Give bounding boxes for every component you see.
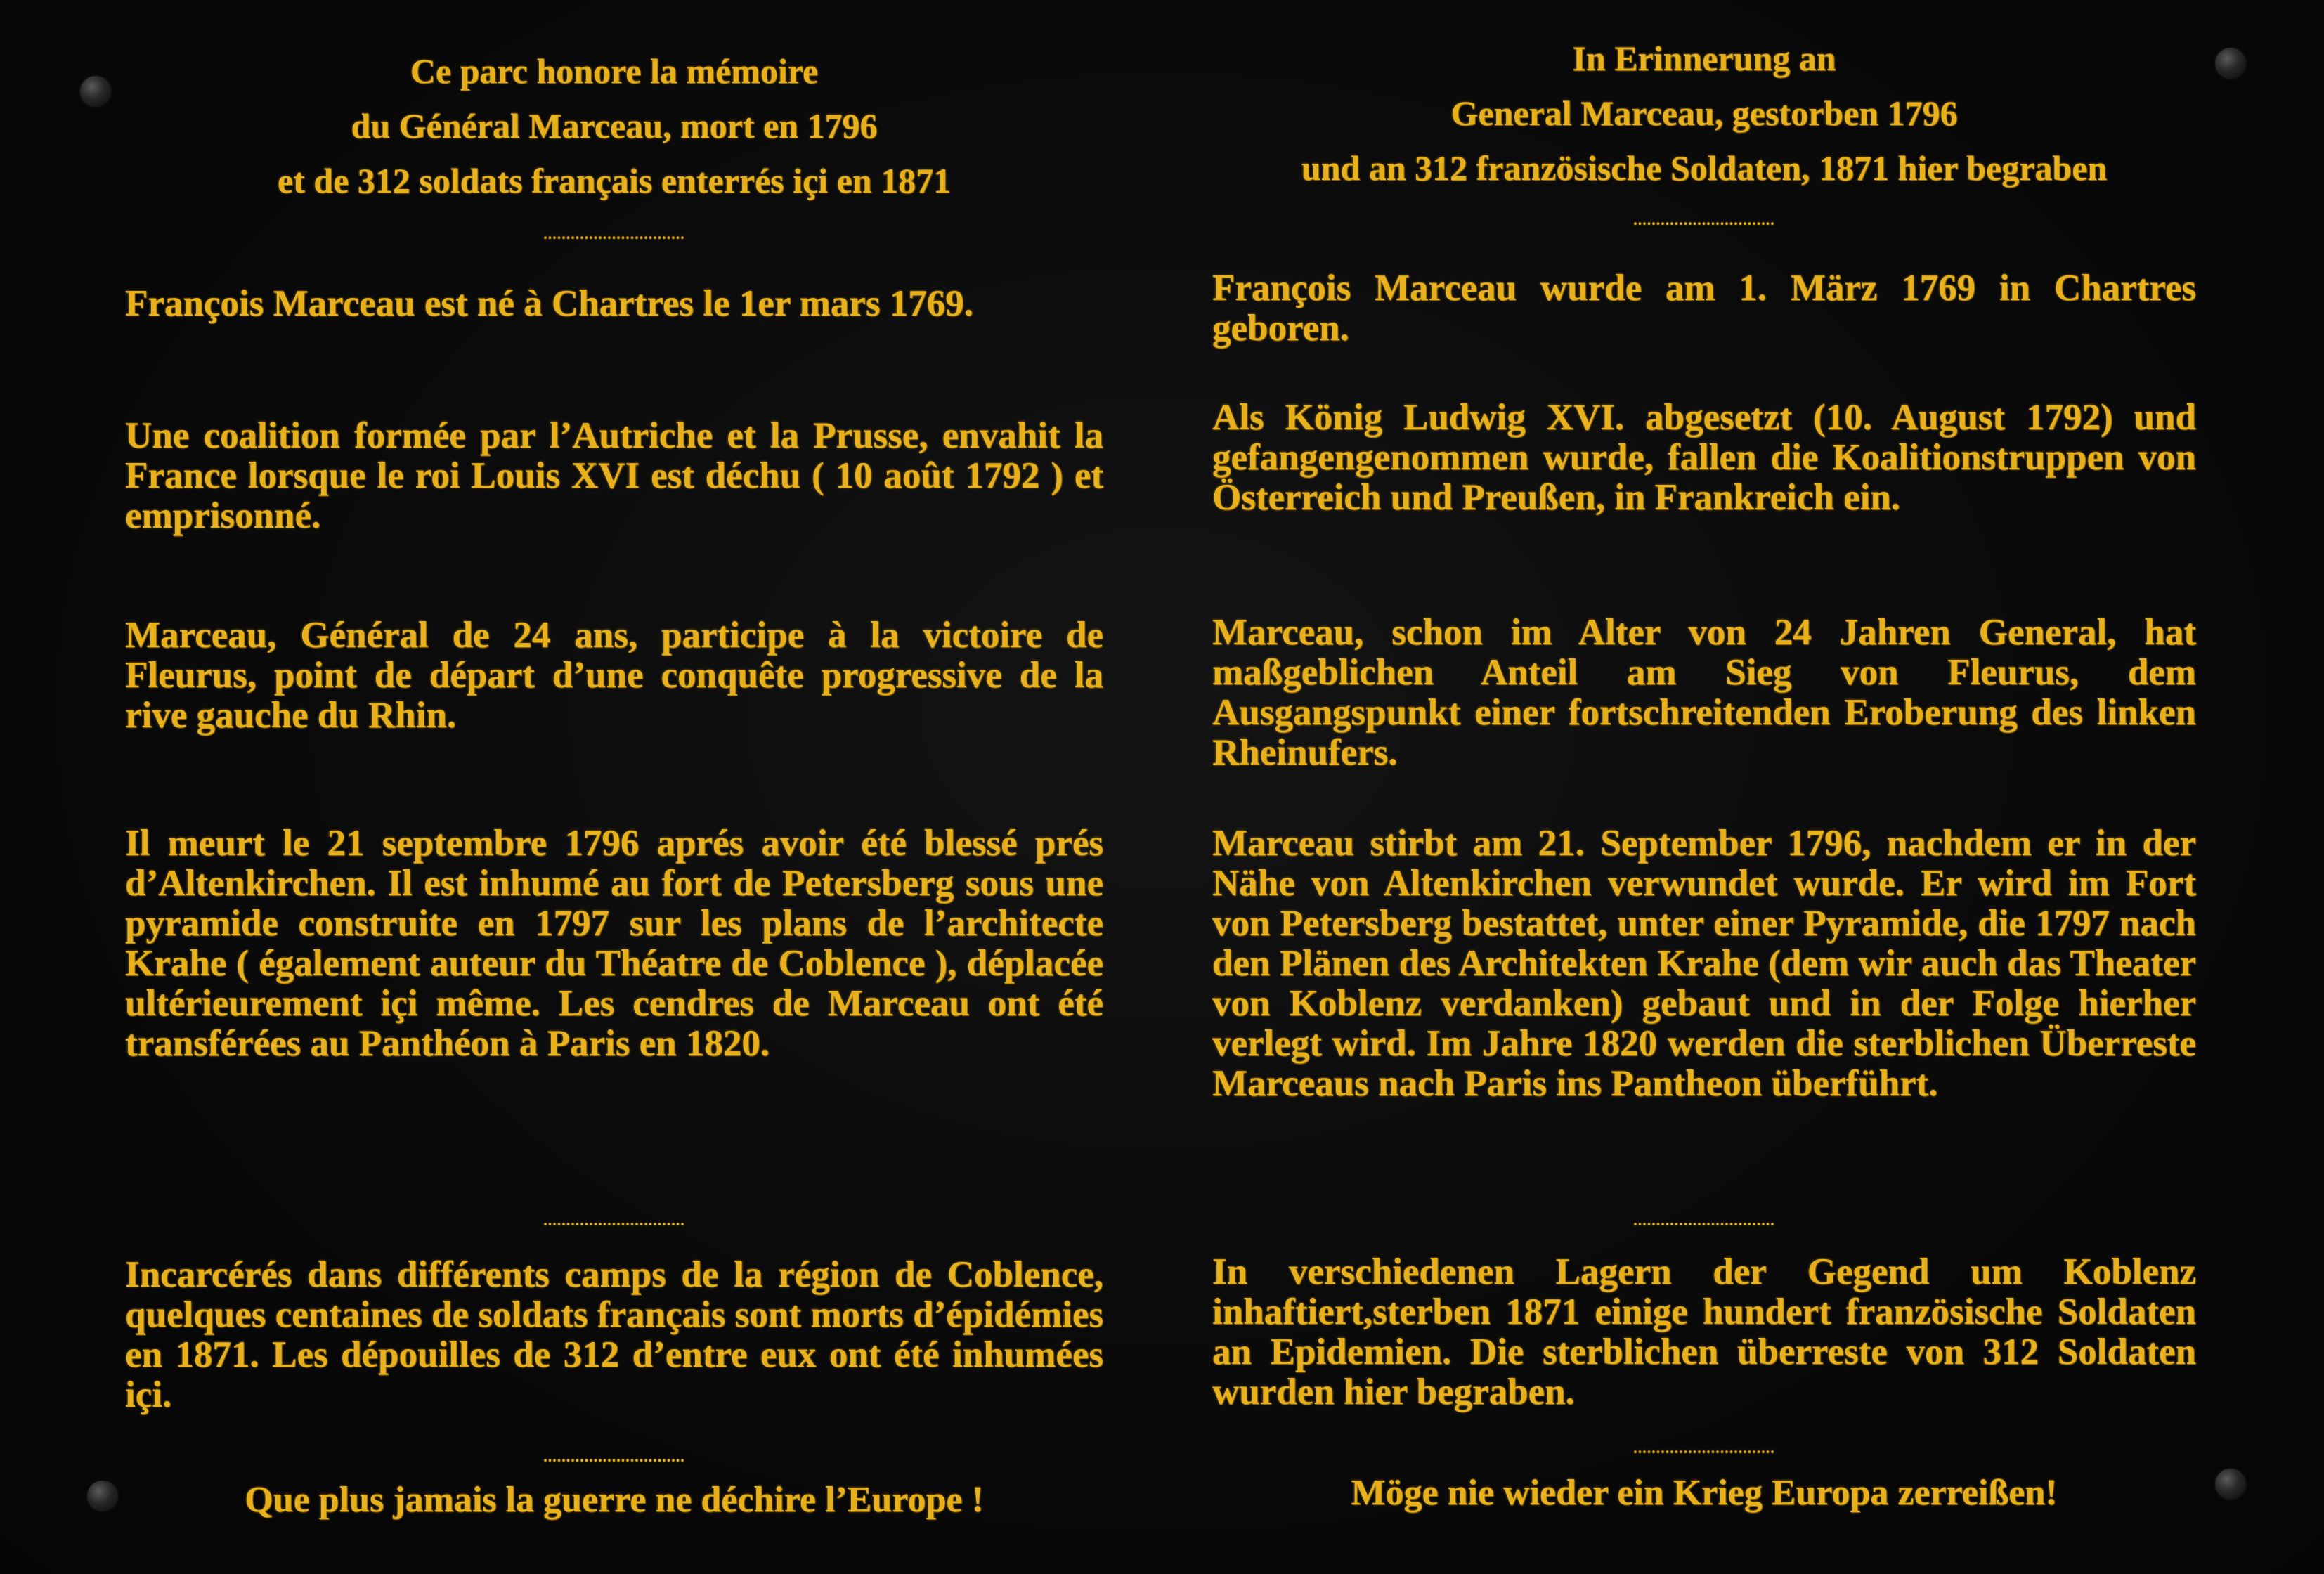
german-paragraph-fleurus: Marceau, schon im Alter von 24 Jahren General, hat maßgeblichen Anteil am Sieg von Fleurus, dem Ausgangspunkt einer fortschreitenden Eroberung des linken Rheinufers. [1212,612,2196,773]
french-heading-line-2: du Général Marceau, mort en 1796 [351,106,878,145]
german-heading [1212,31,2196,195]
french-closing: Que plus jamais la guerre ne déchire l’Europe ! [245,1480,984,1520]
screw-bottom-left-icon [87,1481,118,1511]
screw-bottom-right-icon [2215,1469,2246,1500]
german-paragraph-death: Marceau stirbt am 21. September 1796, nachdem er in der Nähe von Altenkirchen verwundet wurde. Er wird im Fort von Petersberg bestattet, unter einer Pyramide, die 1797 nach den Plänen des Architekten Krahe (dem wir auch das Theater von Koblenz verdanken) gebaut und in der Folge hierher verlegt wird. Im Jahre 1820 werden die sterblichen Überreste Marceaus nach Paris ins Pantheon überführt. [1212,823,2196,1104]
german-separator-1: ............................... [1633,211,1775,228]
screw-top-right-icon [2215,48,2246,79]
french-paragraph-soldiers: Incarcérés dans différents camps de la région de Coblence, quelques centaines de soldats français sont morts d’épidémies en 1871. Les dépouilles de 312 d’entre eux ont été inhumées içi. [125,1254,1103,1415]
french-paragraph-birth: François Marceau est né à Chartres le 1er mars 1769. [125,283,973,324]
german-heading-line-1: In Erinnerung an [1572,39,1836,78]
french-paragraph-death: Il meurt le 21 septembre 1796 aprés avoir été blessé prés d’Altenkirchen. Il est inhumé au fort de Petersberg sous une pyramide construite en 1797 sur les plans de l’architecte Krahe ( également auteur du Théatre de Coblence ), déplacée ultérieurement içi même. Les cendres de Marceau ont été transférées au Panthéon à Paris en 1820. [125,823,1103,1064]
french-heading [125,44,1103,208]
french-separator-2: ............................... [543,1211,685,1229]
german-paragraph-soldiers: In verschiedenen Lagern der Gegend um Koblenz inhaftiert,sterben 1871 einige hundert französische Soldaten an Epidemien. Die sterblichen überreste von 312 Soldaten wurden hier begraben. [1212,1251,2196,1412]
german-paragraph-coalition: Als König Ludwig XVI. abgesetzt (10. August 1792) und gefangengenommen wurde, fallen die Koalitionstruppen von Österreich und Preußen, in Frankreich ein. [1212,397,2196,518]
french-heading-line-1: Ce parc honore la mémoire [410,51,819,91]
screw-top-left-icon [80,76,111,107]
german-separator-3: ............................... [1633,1439,1775,1457]
french-heading-line-3: et de 312 soldats français enterrés içi en 1871 [277,161,952,200]
french-paragraph-coalition: Une coalition formée par l’Autriche et la Prusse, envahit la France lorsque le roi Louis XVI est déchu ( 10 août 1792 ) et emprisonné. [125,415,1103,536]
french-separator-1: ............................... [543,225,685,242]
german-closing: Möge nie wieder ein Krieg Europa zerreißen! [1351,1473,2058,1513]
german-heading-line-2: General Marceau, gestorben 1796 [1450,93,1958,133]
french-paragraph-fleurus: Marceau, Général de 24 ans, participe à la victoire de Fleurus, point de départ d’une conquête progressive de la rive gauche du Rhin. [125,615,1103,736]
german-paragraph-birth: François Marceau wurde am 1. März 1769 in Chartres geboren. [1212,268,2196,349]
german-heading-line-3: und an 312 französische Soldaten, 1871 hier begraben [1301,148,2108,188]
german-separator-2: ............................... [1633,1211,1775,1229]
french-separator-3: ............................... [543,1448,685,1465]
